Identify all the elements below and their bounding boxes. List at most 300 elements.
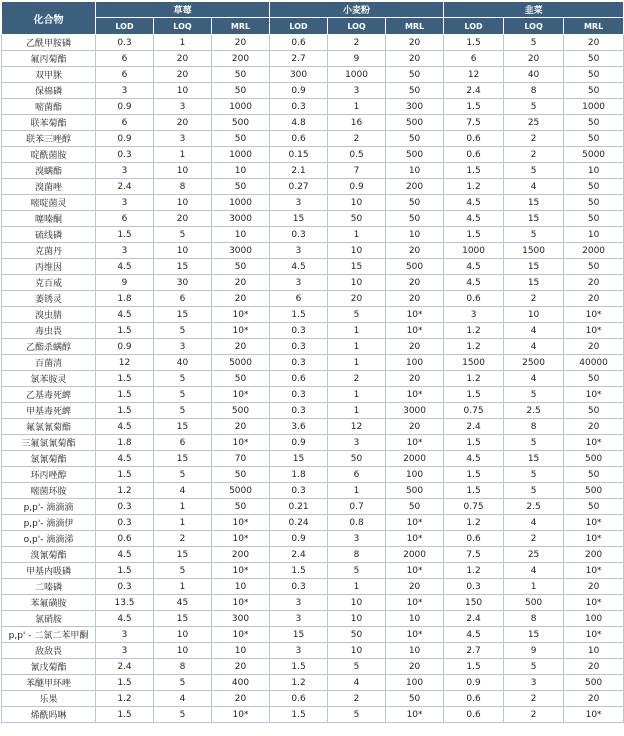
chives-mrl-cell: 50 — [564, 259, 624, 275]
strawberry-lod-cell: 1.5 — [96, 371, 154, 387]
wheat-mrl-cell: 10 — [386, 643, 444, 659]
chives-lod-cell: 2.4 — [444, 83, 504, 99]
strawberry-loq-cell: 40 — [154, 355, 212, 371]
strawberry-lod-cell: 4.5 — [96, 451, 154, 467]
strawberry-mrl-cell: 400 — [212, 675, 270, 691]
strawberry-mrl-cell: 10* — [212, 323, 270, 339]
wheat-lod-cell: 1.5 — [270, 563, 328, 579]
wheat-mrl-cell: 10* — [386, 307, 444, 323]
chives-mrl-cell: 10* — [564, 515, 624, 531]
wheat-lod-cell: 3 — [270, 611, 328, 627]
strawberry-loq-cell: 5 — [154, 387, 212, 403]
table-row — [2, 211, 624, 227]
chives-loq-cell: 10 — [504, 307, 564, 323]
wheat-lod-cell: 0.9 — [270, 435, 328, 451]
table-row — [2, 275, 624, 291]
chives-lod-cell: 3 — [444, 307, 504, 323]
wheat-mrl-cell: 3000 — [386, 403, 444, 419]
wheat-loq-cell: 10 — [328, 643, 386, 659]
chives-loq-cell: 2500 — [504, 355, 564, 371]
chives-lod-cell: 150 — [444, 595, 504, 611]
strawberry-loq-cell: 6 — [154, 435, 212, 451]
compound-name-cell: 毒虫畏 — [2, 323, 96, 339]
subcol-header-row — [2, 18, 624, 35]
strawberry-loq-cell: 15 — [154, 611, 212, 627]
wheat-lod-cell: 0.3 — [270, 387, 328, 403]
compound-name-cell: 苯醚甲环唑 — [2, 675, 96, 691]
wheat-mrl-cell: 10* — [386, 707, 444, 723]
chives-mrl-cell: 50 — [564, 179, 624, 195]
strawberry-lod-cell: 1.5 — [96, 675, 154, 691]
table-row — [2, 403, 624, 419]
wheat-lod-cell: 15 — [270, 451, 328, 467]
table-row — [2, 339, 624, 355]
chives-mrl-cell: 40000 — [564, 355, 624, 371]
chives-loq-cell: 5 — [504, 387, 564, 403]
strawberry-lod-cell: 0.3 — [96, 515, 154, 531]
strawberry-lod-cell: 3 — [96, 195, 154, 211]
chives-loq-cell: 20 — [504, 51, 564, 67]
strawberry-lod-cell: 0.3 — [96, 35, 154, 51]
wheat-loq-cell: 8 — [328, 547, 386, 563]
subcol-mrl: MRL — [212, 18, 270, 35]
compound-name-cell: 溴菌唑 — [2, 179, 96, 195]
wheat-loq-cell: 16 — [328, 115, 386, 131]
table-row — [2, 675, 624, 691]
chives-loq-cell: 5 — [504, 483, 564, 499]
chives-mrl-cell: 10* — [564, 627, 624, 643]
wheat-mrl-cell: 50 — [386, 67, 444, 83]
wheat-lod-cell: 1.5 — [270, 707, 328, 723]
wheat-loq-cell: 10 — [328, 611, 386, 627]
strawberry-mrl-cell: 10* — [212, 307, 270, 323]
strawberry-loq-cell: 10 — [154, 83, 212, 99]
wheat-loq-cell: 1 — [328, 355, 386, 371]
strawberry-loq-cell: 4 — [154, 483, 212, 499]
table-row — [2, 643, 624, 659]
chives-mrl-cell: 50 — [564, 403, 624, 419]
wheat-mrl-cell: 10* — [386, 563, 444, 579]
wheat-loq-cell: 7 — [328, 163, 386, 179]
wheat-loq-cell: 50 — [328, 627, 386, 643]
compound-name-cell: 溴螨酯 — [2, 163, 96, 179]
chives-mrl-cell: 200 — [564, 547, 624, 563]
strawberry-mrl-cell: 50 — [212, 83, 270, 99]
strawberry-mrl-cell: 3000 — [212, 211, 270, 227]
wheat-lod-cell: 0.3 — [270, 339, 328, 355]
wheat-mrl-cell: 500 — [386, 259, 444, 275]
chives-mrl-cell: 20 — [564, 291, 624, 307]
wheat-loq-cell: 2 — [328, 371, 386, 387]
strawberry-mrl-cell: 10* — [212, 595, 270, 611]
strawberry-lod-cell: 6 — [96, 51, 154, 67]
compound-name-cell: 苯氟磺胺 — [2, 595, 96, 611]
wheat-mrl-cell: 50 — [386, 211, 444, 227]
chives-mrl-cell: 10* — [564, 563, 624, 579]
strawberry-loq-cell: 5 — [154, 403, 212, 419]
wheat-lod-cell: 0.6 — [270, 371, 328, 387]
chives-lod-cell: 0.6 — [444, 131, 504, 147]
wheat-loq-cell: 20 — [328, 291, 386, 307]
group-header-row — [2, 2, 624, 18]
strawberry-lod-cell: 4.5 — [96, 547, 154, 563]
strawberry-lod-cell: 1.5 — [96, 707, 154, 723]
subcol-lod: LOD — [444, 18, 504, 35]
strawberry-mrl-cell: 20 — [212, 419, 270, 435]
chives-mrl-cell: 50 — [564, 115, 624, 131]
group-header-strawberry: 草莓 — [96, 2, 270, 18]
table-row — [2, 707, 624, 723]
wheat-lod-cell: 0.3 — [270, 99, 328, 115]
wheat-lod-cell: 2.7 — [270, 51, 328, 67]
wheat-loq-cell: 5 — [328, 563, 386, 579]
chives-mrl-cell: 500 — [564, 675, 624, 691]
strawberry-loq-cell: 45 — [154, 595, 212, 611]
wheat-loq-cell: 0.9 — [328, 179, 386, 195]
wheat-loq-cell: 5 — [328, 707, 386, 723]
compound-name-cell: p,p'- 滴滴伊 — [2, 515, 96, 531]
strawberry-loq-cell: 4 — [154, 691, 212, 707]
strawberry-mrl-cell: 10 — [212, 643, 270, 659]
strawberry-lod-cell: 0.3 — [96, 147, 154, 163]
wheat-mrl-cell: 20 — [386, 419, 444, 435]
chives-loq-cell: 2 — [504, 147, 564, 163]
table-row — [2, 499, 624, 515]
compound-name-cell: 萎锈灵 — [2, 291, 96, 307]
chives-mrl-cell: 2000 — [564, 243, 624, 259]
strawberry-mrl-cell: 200 — [212, 51, 270, 67]
wheat-mrl-cell: 100 — [386, 467, 444, 483]
table-row — [2, 307, 624, 323]
strawberry-mrl-cell: 20 — [212, 35, 270, 51]
wheat-mrl-cell: 50 — [386, 195, 444, 211]
strawberry-lod-cell: 0.9 — [96, 339, 154, 355]
strawberry-loq-cell: 10 — [154, 643, 212, 659]
compound-name-cell: 甲基内吸磷 — [2, 563, 96, 579]
strawberry-loq-cell: 20 — [154, 115, 212, 131]
chives-loq-cell: 4 — [504, 563, 564, 579]
strawberry-loq-cell: 1 — [154, 515, 212, 531]
strawberry-loq-cell: 10 — [154, 195, 212, 211]
strawberry-lod-cell: 1.5 — [96, 563, 154, 579]
table-row — [2, 179, 624, 195]
wheat-loq-cell: 4 — [328, 675, 386, 691]
strawberry-loq-cell: 2 — [154, 531, 212, 547]
strawberry-loq-cell: 6 — [154, 291, 212, 307]
strawberry-loq-cell: 15 — [154, 259, 212, 275]
compound-name-cell: 百菌清 — [2, 355, 96, 371]
strawberry-lod-cell: 1.5 — [96, 467, 154, 483]
wheat-loq-cell: 2 — [328, 131, 386, 147]
wheat-loq-cell: 10 — [328, 595, 386, 611]
strawberry-lod-cell: 1.2 — [96, 483, 154, 499]
chives-loq-cell: 8 — [504, 83, 564, 99]
compound-name-cell: 噻嗪酮 — [2, 211, 96, 227]
chives-lod-cell: 0.75 — [444, 403, 504, 419]
strawberry-mrl-cell: 3000 — [212, 243, 270, 259]
strawberry-mrl-cell: 200 — [212, 547, 270, 563]
wheat-mrl-cell: 20 — [386, 291, 444, 307]
strawberry-lod-cell: 1.5 — [96, 403, 154, 419]
wheat-mrl-cell: 20 — [386, 371, 444, 387]
strawberry-lod-cell: 0.9 — [96, 131, 154, 147]
chives-mrl-cell: 10* — [564, 595, 624, 611]
wheat-lod-cell: 0.3 — [270, 227, 328, 243]
subcol-lod: LOD — [270, 18, 328, 35]
chives-lod-cell: 7.5 — [444, 115, 504, 131]
wheat-loq-cell: 6 — [328, 467, 386, 483]
strawberry-lod-cell: 0.3 — [96, 499, 154, 515]
chives-lod-cell: 1.5 — [444, 483, 504, 499]
table-row — [2, 227, 624, 243]
wheat-mrl-cell: 20 — [386, 275, 444, 291]
chives-loq-cell: 2 — [504, 691, 564, 707]
strawberry-mrl-cell: 50 — [212, 179, 270, 195]
chives-lod-cell: 1.2 — [444, 515, 504, 531]
strawberry-mrl-cell: 10* — [212, 435, 270, 451]
strawberry-lod-cell: 0.3 — [96, 579, 154, 595]
compound-name-cell: 氟丙菊酯 — [2, 51, 96, 67]
compound-name-cell: o,p'- 滴滴涕 — [2, 531, 96, 547]
strawberry-loq-cell: 15 — [154, 419, 212, 435]
wheat-mrl-cell: 200 — [386, 179, 444, 195]
chives-loq-cell: 15 — [504, 627, 564, 643]
wheat-lod-cell: 3.6 — [270, 419, 328, 435]
table-row — [2, 291, 624, 307]
wheat-loq-cell: 1 — [328, 403, 386, 419]
wheat-mrl-cell: 2000 — [386, 547, 444, 563]
chives-loq-cell: 5 — [504, 99, 564, 115]
table-row — [2, 147, 624, 163]
strawberry-loq-cell: 8 — [154, 659, 212, 675]
strawberry-mrl-cell: 70 — [212, 451, 270, 467]
chives-mrl-cell: 5000 — [564, 147, 624, 163]
strawberry-lod-cell: 4.5 — [96, 259, 154, 275]
strawberry-mrl-cell: 20 — [212, 659, 270, 675]
chives-mrl-cell: 50 — [564, 131, 624, 147]
chives-loq-cell: 15 — [504, 275, 564, 291]
wheat-mrl-cell: 10 — [386, 227, 444, 243]
strawberry-loq-cell: 5 — [154, 563, 212, 579]
compound-header: 化合物 — [2, 2, 96, 35]
wheat-lod-cell: 0.3 — [270, 483, 328, 499]
strawberry-lod-cell: 6 — [96, 115, 154, 131]
table-row — [2, 355, 624, 371]
compound-name-cell: 氟氯氰菊酯 — [2, 419, 96, 435]
wheat-loq-cell: 3 — [328, 435, 386, 451]
wheat-loq-cell: 2 — [328, 691, 386, 707]
wheat-loq-cell: 10 — [328, 243, 386, 259]
wheat-lod-cell: 0.9 — [270, 83, 328, 99]
wheat-loq-cell: 3 — [328, 531, 386, 547]
group-header-chives: 韭菜 — [444, 2, 624, 18]
wheat-loq-cell: 0.8 — [328, 515, 386, 531]
chives-lod-cell: 0.75 — [444, 499, 504, 515]
wheat-mrl-cell: 20 — [386, 339, 444, 355]
strawberry-mrl-cell: 1000 — [212, 147, 270, 163]
strawberry-loq-cell: 5 — [154, 323, 212, 339]
strawberry-mrl-cell: 50 — [212, 259, 270, 275]
strawberry-loq-cell: 5 — [154, 467, 212, 483]
wheat-lod-cell: 0.6 — [270, 131, 328, 147]
wheat-lod-cell: 0.3 — [270, 355, 328, 371]
strawberry-lod-cell: 3 — [96, 83, 154, 99]
chives-lod-cell: 1.2 — [444, 371, 504, 387]
chives-mrl-cell: 20 — [564, 419, 624, 435]
chives-lod-cell: 4.5 — [444, 451, 504, 467]
chives-mrl-cell: 50 — [564, 499, 624, 515]
subcol-mrl: MRL — [386, 18, 444, 35]
chives-lod-cell: 2.7 — [444, 643, 504, 659]
chives-lod-cell: 1.5 — [444, 387, 504, 403]
strawberry-lod-cell: 4.5 — [96, 419, 154, 435]
chives-mrl-cell: 20 — [564, 659, 624, 675]
strawberry-loq-cell: 3 — [154, 339, 212, 355]
compound-name-cell: 溴虫腈 — [2, 307, 96, 323]
group-header-wheat-flour: 小麦粉 — [270, 2, 444, 18]
compound-name-cell: 啶酰菌胺 — [2, 147, 96, 163]
chives-mrl-cell: 20 — [564, 691, 624, 707]
compound-name-cell: 硫线磷 — [2, 227, 96, 243]
chives-loq-cell: 25 — [504, 547, 564, 563]
chives-mrl-cell: 10* — [564, 707, 624, 723]
strawberry-lod-cell: 4.5 — [96, 611, 154, 627]
chives-loq-cell: 5 — [504, 227, 564, 243]
chives-mrl-cell: 500 — [564, 451, 624, 467]
compound-name-cell: 氯苯胺灵 — [2, 371, 96, 387]
chives-loq-cell: 2 — [504, 707, 564, 723]
table-row — [2, 99, 624, 115]
chives-lod-cell: 4.5 — [444, 195, 504, 211]
strawberry-lod-cell: 6 — [96, 67, 154, 83]
wheat-mrl-cell: 10* — [386, 387, 444, 403]
chives-loq-cell: 8 — [504, 611, 564, 627]
strawberry-mrl-cell: 10* — [212, 707, 270, 723]
chives-lod-cell: 6 — [444, 51, 504, 67]
strawberry-loq-cell: 1 — [154, 35, 212, 51]
chives-lod-cell: 1000 — [444, 243, 504, 259]
table-row — [2, 371, 624, 387]
strawberry-lod-cell: 1.2 — [96, 691, 154, 707]
strawberry-loq-cell: 10 — [154, 243, 212, 259]
chives-lod-cell: 1.5 — [444, 99, 504, 115]
wheat-lod-cell: 3 — [270, 643, 328, 659]
wheat-lod-cell: 0.27 — [270, 179, 328, 195]
strawberry-mrl-cell: 5000 — [212, 483, 270, 499]
wheat-mrl-cell: 50 — [386, 691, 444, 707]
chives-lod-cell: 1.5 — [444, 163, 504, 179]
strawberry-mrl-cell: 20 — [212, 339, 270, 355]
chives-loq-cell: 40 — [504, 67, 564, 83]
strawberry-loq-cell: 5 — [154, 675, 212, 691]
strawberry-mrl-cell: 20 — [212, 275, 270, 291]
chives-mrl-cell: 10* — [564, 435, 624, 451]
compound-name-cell: 嘧啶菌灵 — [2, 195, 96, 211]
wheat-lod-cell: 0.21 — [270, 499, 328, 515]
wheat-mrl-cell: 10* — [386, 515, 444, 531]
chives-lod-cell: 0.6 — [444, 147, 504, 163]
strawberry-loq-cell: 3 — [154, 99, 212, 115]
chives-loq-cell: 15 — [504, 451, 564, 467]
wheat-loq-cell: 1 — [328, 387, 386, 403]
table-row — [2, 627, 624, 643]
wheat-lod-cell: 1.5 — [270, 659, 328, 675]
chives-lod-cell: 1.5 — [444, 227, 504, 243]
chives-mrl-cell: 20 — [564, 339, 624, 355]
strawberry-loq-cell: 30 — [154, 275, 212, 291]
chives-lod-cell: 4.5 — [444, 211, 504, 227]
strawberry-loq-cell: 1 — [154, 147, 212, 163]
wheat-mrl-cell: 2000 — [386, 451, 444, 467]
strawberry-loq-cell: 1 — [154, 499, 212, 515]
wheat-loq-cell: 12 — [328, 419, 386, 435]
strawberry-loq-cell: 10 — [154, 163, 212, 179]
chives-lod-cell: 12 — [444, 67, 504, 83]
wheat-lod-cell: 1.5 — [270, 307, 328, 323]
strawberry-mrl-cell: 10* — [212, 627, 270, 643]
chives-loq-cell: 15 — [504, 211, 564, 227]
strawberry-loq-cell: 5 — [154, 371, 212, 387]
chives-lod-cell: 1.5 — [444, 435, 504, 451]
wheat-lod-cell: 300 — [270, 67, 328, 83]
strawberry-lod-cell: 3 — [96, 627, 154, 643]
strawberry-mrl-cell: 5000 — [212, 355, 270, 371]
compound-name-cell: 环丙唑醇 — [2, 467, 96, 483]
chives-mrl-cell: 20 — [564, 275, 624, 291]
table-row — [2, 131, 624, 147]
wheat-lod-cell: 0.24 — [270, 515, 328, 531]
wheat-mrl-cell: 100 — [386, 675, 444, 691]
compound-name-cell: 乙基毒死蜱 — [2, 387, 96, 403]
chives-mrl-cell: 50 — [564, 67, 624, 83]
chives-mrl-cell: 50 — [564, 195, 624, 211]
wheat-lod-cell: 4.5 — [270, 259, 328, 275]
strawberry-lod-cell: 9 — [96, 275, 154, 291]
wheat-mrl-cell: 50 — [386, 131, 444, 147]
compound-name-cell: 氰戊菊酯 — [2, 659, 96, 675]
wheat-loq-cell: 3 — [328, 83, 386, 99]
compound-name-cell: 溴氰菊酯 — [2, 547, 96, 563]
chives-lod-cell: 0.3 — [444, 579, 504, 595]
chives-mrl-cell: 10* — [564, 323, 624, 339]
table-row — [2, 579, 624, 595]
strawberry-loq-cell: 1 — [154, 579, 212, 595]
wheat-mrl-cell: 10* — [386, 595, 444, 611]
chives-loq-cell: 2.5 — [504, 403, 564, 419]
chives-lod-cell: 0.6 — [444, 707, 504, 723]
chives-lod-cell: 4.5 — [444, 275, 504, 291]
wheat-lod-cell: 6 — [270, 291, 328, 307]
wheat-loq-cell: 1 — [328, 579, 386, 595]
strawberry-mrl-cell: 10* — [212, 515, 270, 531]
wheat-lod-cell: 2.1 — [270, 163, 328, 179]
chives-loq-cell: 5 — [504, 467, 564, 483]
subcol-loq: LOQ — [154, 18, 212, 35]
chives-lod-cell: 0.6 — [444, 291, 504, 307]
wheat-mrl-cell: 500 — [386, 483, 444, 499]
wheat-lod-cell: 0.3 — [270, 579, 328, 595]
chives-loq-cell: 4 — [504, 339, 564, 355]
strawberry-mrl-cell: 10* — [212, 531, 270, 547]
table-row — [2, 67, 624, 83]
chives-lod-cell: 4.5 — [444, 627, 504, 643]
wheat-loq-cell: 0.7 — [328, 499, 386, 515]
wheat-mrl-cell: 10* — [386, 323, 444, 339]
wheat-loq-cell: 5 — [328, 307, 386, 323]
wheat-lod-cell: 3 — [270, 595, 328, 611]
strawberry-mrl-cell: 1000 — [212, 195, 270, 211]
chives-mrl-cell: 20 — [564, 35, 624, 51]
